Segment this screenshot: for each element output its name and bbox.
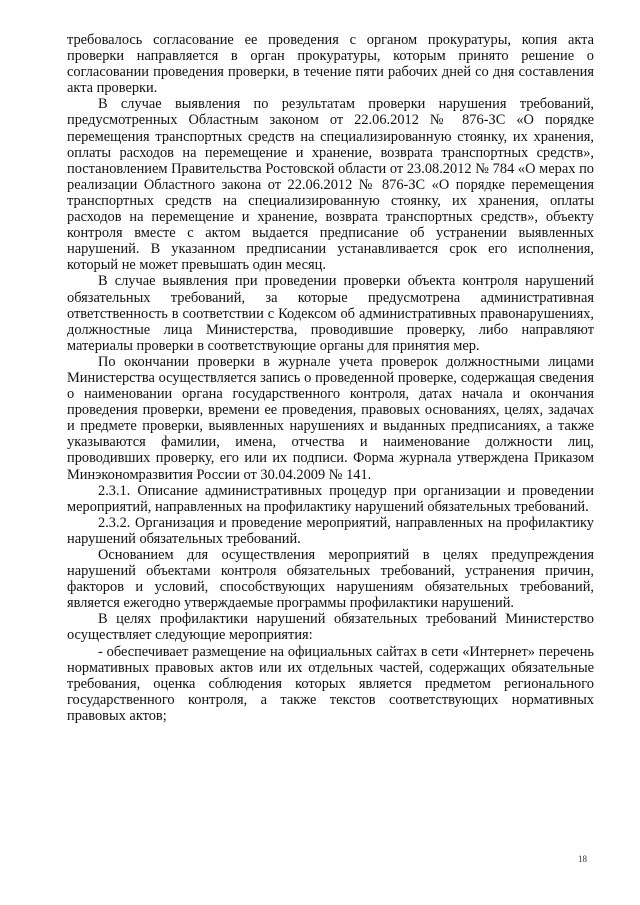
paragraph-violation-prescription: В случае выявления по результатам проверки нарушения требований, предусмотренных Областным законом от 22.06.2012 № 876-ЗС «О порядке перемещения транспортных средств на специализированную стоянку, их хранения, оплаты расходов на перемещение и хранение, возврата транспортных средств», постановлением Правительства Ростовской области от 23.08.2012 № 784 «О мерах по реализации Областного закона от 22.06.2012 № 876-ЗС «О порядке перемещения транспортных средств на специализированную стоянку, их хранения, оплаты расходов на перемещение и хранение, возврата транспортных средств», объекту контроля вместе с актом выдается предписание об устранении выявленных нарушений. В указанном предписании устанавливается срок его исполнения, который не может превышать один месяц. xyxy=(67,96,594,274)
page-number: 18 xyxy=(578,854,587,864)
paragraph-basis: Основанием для осуществления мероприятий в целях предупреждения нарушений объектами контроля обязательных требований, устранения причин, факторов и условий, способствующих нарушениям обязательных требований, является ежегодно утверждаемые программы профилактики нарушений. xyxy=(67,547,594,612)
paragraph-administrative-liability: В случае выявления при проведении проверки объекта контроля нарушений обязательных требований, за которые предусмотрена административная ответственность в соответствии с Кодексом об административных правонарушениях, должностные лица Министерства, проводившие проверку, либо направляют материалы проверки в соответствующие органы для принятия мер. xyxy=(67,273,594,354)
paragraph-continuation: требовалось согласование ее проведения с органом прокуратуры, копия акта проверки направляется в орган прокуратуры, которым принято решение о согласовании проведения проверки, в течение пяти рабочих дней со дня составления акта проверки. xyxy=(67,32,594,97)
section-2-3-1: 2.3.1. Описание административных процедур при организации и проведении мероприятий, направленных на профилактику нарушений обязательных требований. xyxy=(67,482,594,515)
paragraph-measures-intro: В целях профилактики нарушений обязательных требований Министерство осуществляет следующие мероприятия: xyxy=(67,611,594,644)
body-text xyxy=(67,32,594,724)
section-2-3-2: 2.3.2. Организация и проведение мероприятий, направленных на профилактику нарушений обязательных требований. xyxy=(67,514,594,547)
paragraph-inspection-journal: По окончании проверки в журнале учета проверок должностными лицами Министерства осуществляется запись о проведенной проверке, содержащая сведения о наименовании органа государственного контроля, датах начала и окончания проведения проверки, времени ее проведения, правовых основаниях, целях, задачах и предмете проверки, выявленных нарушениях и выданных предписаниях, а также указываются фамилии, имена, отчества и наименование должности лиц, проводивших проверку, его или их подписи. Форма журнала утверждена Приказом Минэкономразвития России от 30.04.2009 № 141. xyxy=(67,353,594,483)
list-item-publication: - обеспечивает размещение на официальных сайтах в сети «Интернет» перечень нормативных правовых актов или их отдельных частей, содержащих обязательные требования, оценка соблюдения которых является предметом регионального государственного контроля, а также текстов соответствующих нормативных правовых актов; xyxy=(67,643,594,724)
